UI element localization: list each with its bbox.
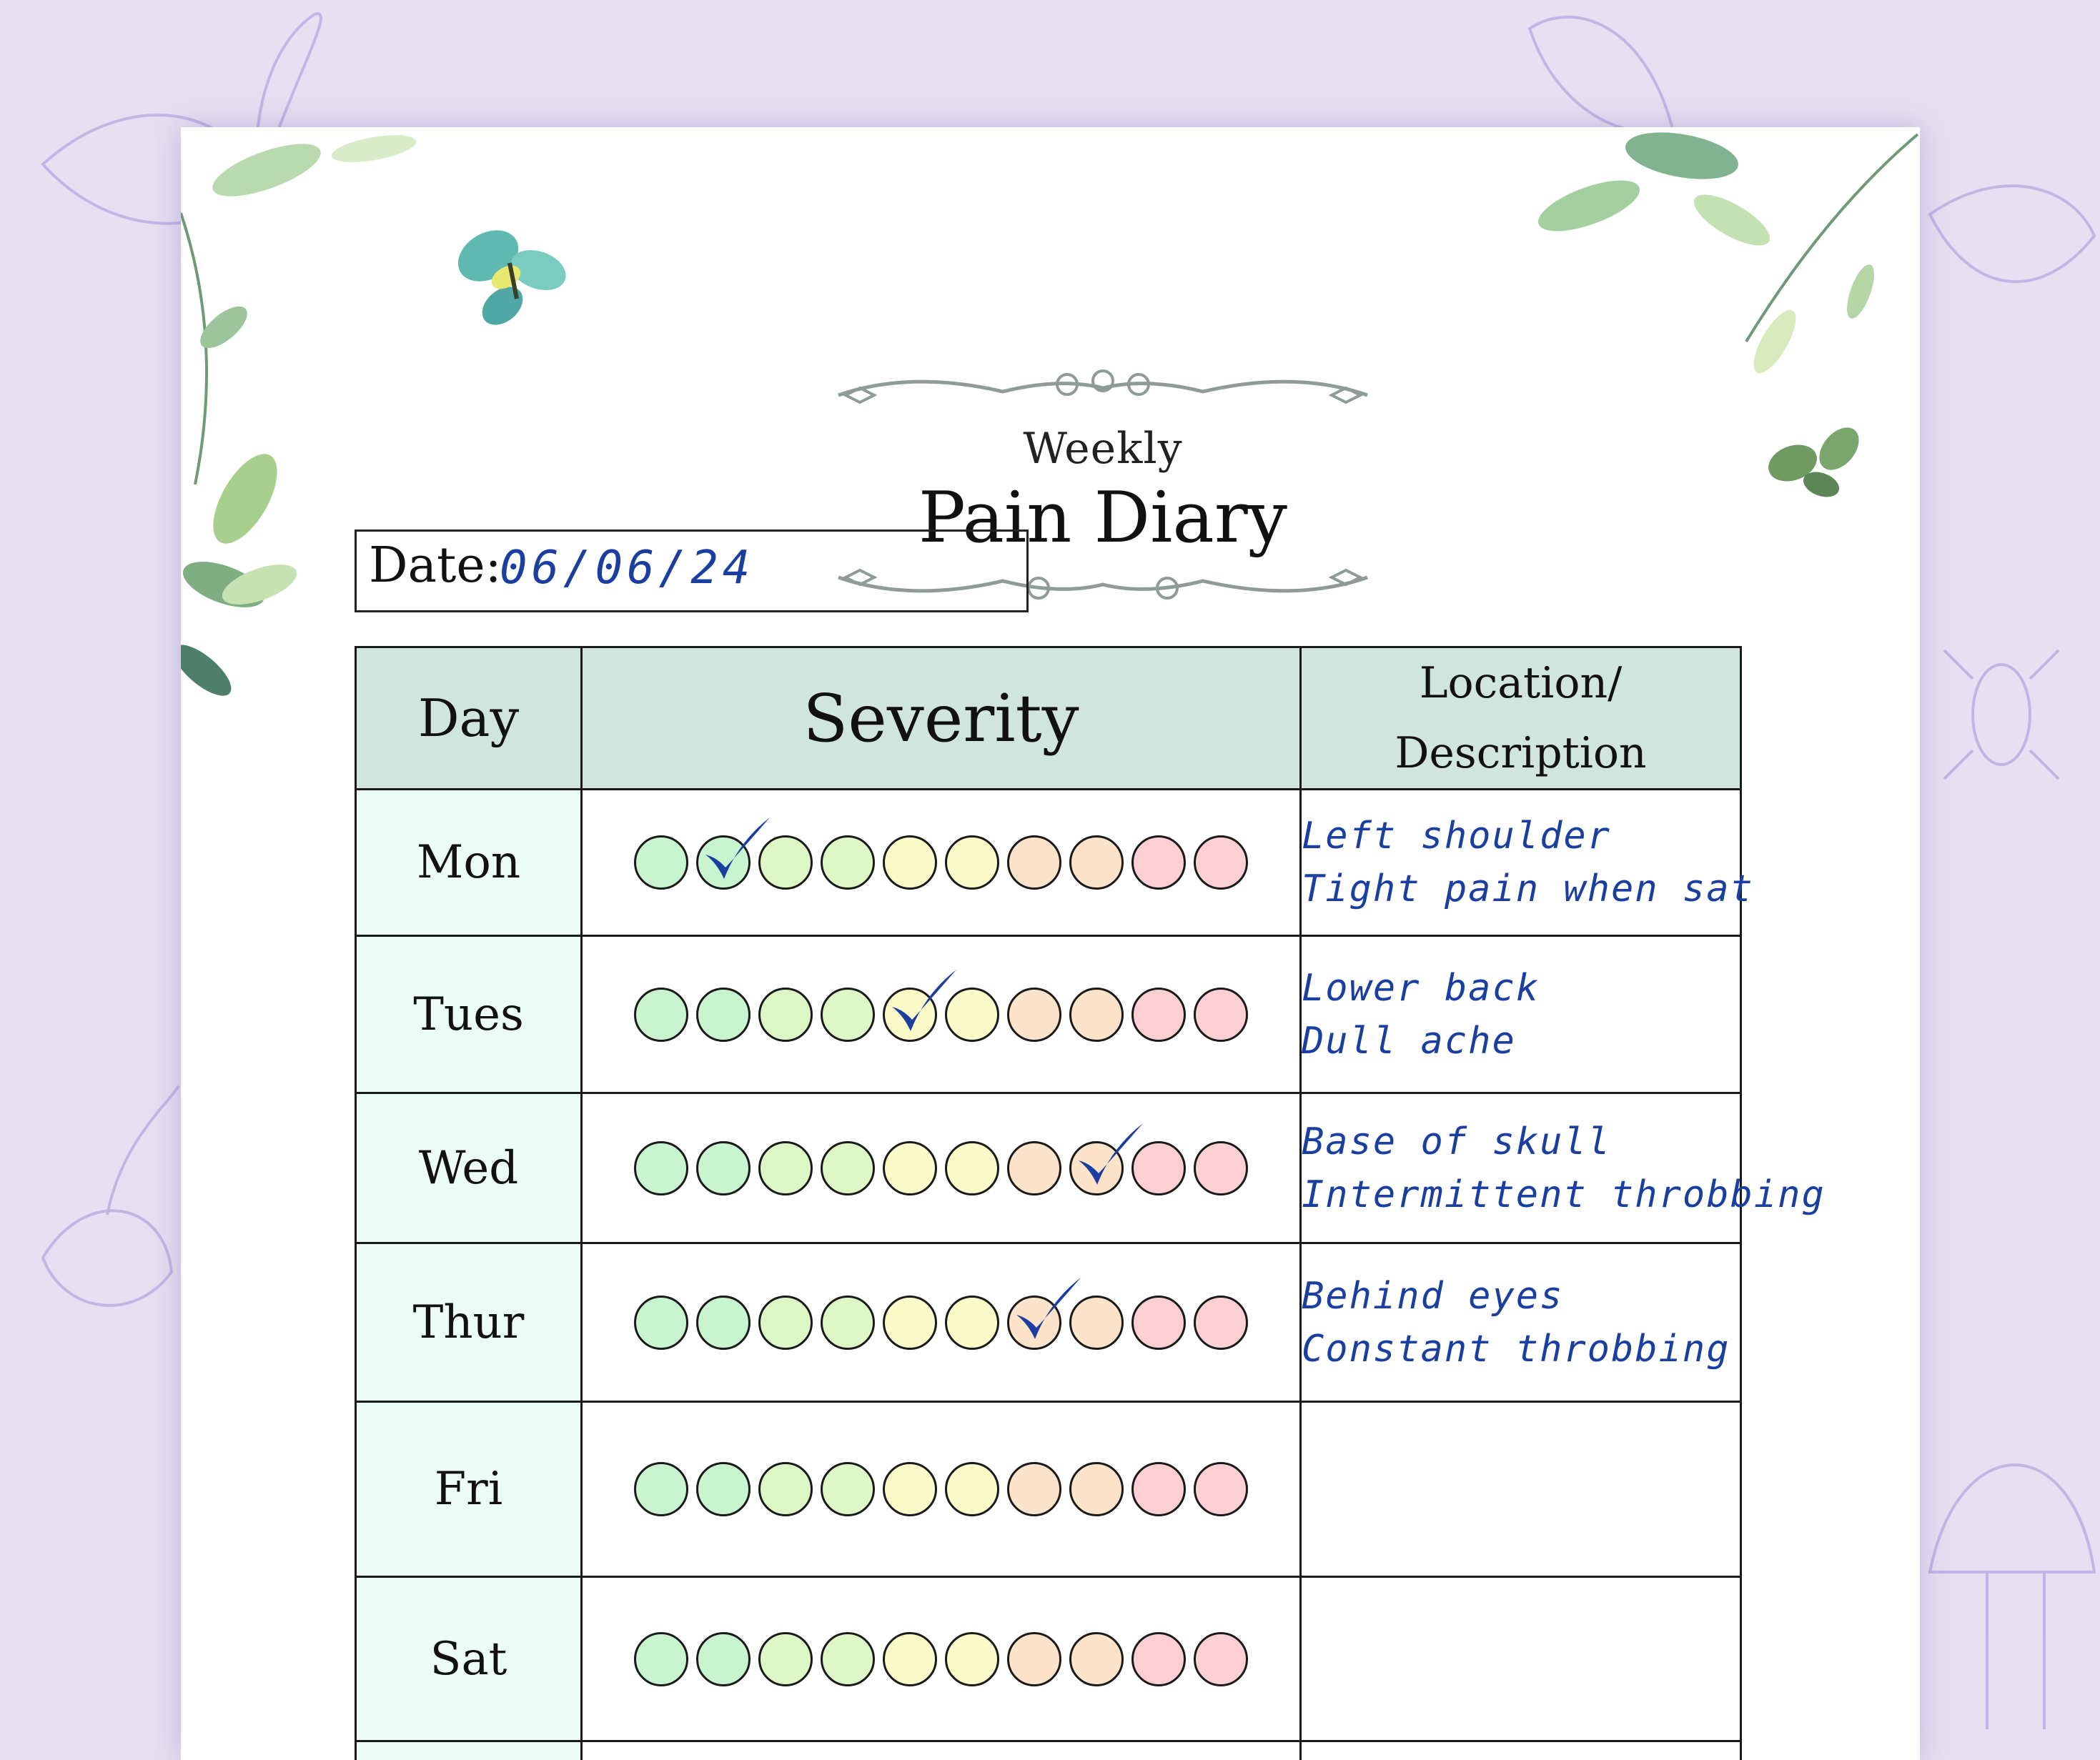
header-severity: Severity — [582, 647, 1301, 790]
severity-dot-1[interactable] — [634, 1632, 688, 1686]
severity-dot-10[interactable] — [1194, 988, 1248, 1042]
severity-dot-6[interactable] — [945, 1462, 999, 1516]
location-line2: Tight pain when sat — [1302, 867, 1754, 910]
severity-scale — [583, 1296, 1299, 1350]
severity-dot-5[interactable] — [883, 988, 937, 1042]
severity-dot-6[interactable] — [945, 1141, 999, 1195]
severity-dot-10[interactable] — [1194, 1462, 1248, 1516]
table-row — [356, 1577, 1741, 1741]
leaf-cluster-left — [181, 130, 418, 705]
severity-cell — [582, 1093, 1301, 1243]
severity-dot-8[interactable] — [1069, 1141, 1124, 1195]
severity-dot-6[interactable] — [945, 988, 999, 1042]
severity-dot-4[interactable] — [821, 1462, 875, 1516]
severity-cell — [582, 1741, 1301, 1760]
table-row — [356, 1741, 1741, 1760]
severity-scale — [583, 835, 1299, 890]
header-day: Day — [356, 647, 582, 790]
severity-dot-9[interactable] — [1131, 1296, 1186, 1350]
severity-dot-8[interactable] — [1069, 835, 1124, 890]
severity-dot-10[interactable] — [1194, 1141, 1248, 1195]
table-header-row — [356, 647, 1741, 790]
severity-dot-1[interactable] — [634, 1296, 688, 1350]
severity-scale — [583, 1462, 1299, 1516]
table-row — [356, 936, 1741, 1093]
severity-cell — [582, 1402, 1301, 1577]
table-row — [356, 790, 1741, 936]
severity-dot-9[interactable] — [1131, 835, 1186, 890]
severity-dot-2[interactable] — [696, 988, 751, 1042]
table-row — [356, 1243, 1741, 1402]
day-cell: Wed — [356, 1093, 582, 1243]
severity-cell — [582, 1243, 1301, 1402]
severity-cell — [582, 936, 1301, 1093]
severity-dot-3[interactable] — [758, 1632, 813, 1686]
date-field[interactable] — [355, 530, 1029, 612]
severity-dot-3[interactable] — [758, 1141, 813, 1195]
severity-dot-4[interactable] — [821, 1632, 875, 1686]
location-line1: Lower back — [1302, 966, 1540, 1010]
severity-dot-4[interactable] — [821, 1141, 875, 1195]
severity-dot-3[interactable] — [758, 988, 813, 1042]
location-cell[interactable] — [1301, 1577, 1741, 1741]
location-cell[interactable] — [1301, 1093, 1826, 1243]
severity-dot-2[interactable] — [696, 1632, 751, 1686]
diary-page — [181, 127, 1920, 1760]
title-pain-diary: Pain Diary — [918, 477, 1288, 559]
severity-dot-7[interactable] — [1007, 1296, 1061, 1350]
severity-dot-6[interactable] — [945, 835, 999, 890]
severity-dot-6[interactable] — [945, 1296, 999, 1350]
severity-dot-8[interactable] — [1069, 1462, 1124, 1516]
day-cell: Sat — [356, 1577, 582, 1741]
severity-scale — [583, 988, 1299, 1042]
severity-dot-3[interactable] — [758, 1296, 813, 1350]
severity-dot-10[interactable] — [1194, 1632, 1248, 1686]
day-cell: Tues — [356, 936, 582, 1093]
severity-dot-7[interactable] — [1007, 988, 1061, 1042]
severity-dot-5[interactable] — [883, 1141, 937, 1195]
severity-dot-5[interactable] — [883, 1632, 937, 1686]
pain-diary-table — [355, 646, 1826, 1760]
severity-dot-10[interactable] — [1194, 1296, 1248, 1350]
severity-dot-2[interactable] — [696, 1141, 751, 1195]
severity-dot-8[interactable] — [1069, 1632, 1124, 1686]
severity-dot-6[interactable] — [945, 1632, 999, 1686]
day-cell: Mon — [356, 790, 582, 936]
severity-dot-3[interactable] — [758, 835, 813, 890]
table-row — [356, 1402, 1741, 1577]
date-label: Date: — [369, 537, 502, 594]
header-location-line2: Description — [1395, 728, 1647, 778]
location-line1: Behind eyes — [1302, 1274, 1564, 1318]
header-location — [1301, 647, 1741, 790]
flourish-top-icon — [824, 363, 1382, 413]
severity-dot-7[interactable] — [1007, 835, 1061, 890]
location-cell[interactable] — [1301, 1741, 1741, 1760]
butterfly-icon — [449, 220, 571, 333]
location-cell[interactable] — [1301, 1402, 1741, 1577]
butterfly-small-icon — [1763, 420, 1867, 502]
location-line1: Base of skull — [1302, 1120, 1611, 1163]
mushroom-illustration — [1930, 1465, 2094, 1729]
severity-dot-9[interactable] — [1131, 1632, 1186, 1686]
location-cell[interactable] — [1301, 1243, 1741, 1402]
header-location-line1: Location/ — [1419, 658, 1623, 708]
location-cell[interactable] — [1301, 936, 1741, 1093]
severity-dot-9[interactable] — [1131, 1141, 1186, 1195]
severity-scale — [583, 1632, 1299, 1686]
day-cell — [356, 1741, 582, 1760]
severity-dot-9[interactable] — [1131, 988, 1186, 1042]
severity-dot-1[interactable] — [634, 1462, 688, 1516]
severity-dot-4[interactable] — [821, 1296, 875, 1350]
severity-cell — [582, 1577, 1301, 1741]
date-value: 06/06/24 — [500, 542, 755, 595]
severity-dot-2[interactable] — [696, 1296, 751, 1350]
location-cell[interactable] — [1301, 790, 1754, 936]
severity-dot-7[interactable] — [1007, 1462, 1061, 1516]
leaf-cluster-right — [1532, 127, 1918, 379]
location-line2: Constant throbbing — [1302, 1327, 1730, 1371]
severity-dot-4[interactable] — [821, 835, 875, 890]
day-cell: Thur — [356, 1243, 582, 1402]
severity-dot-1[interactable] — [634, 835, 688, 890]
beetle-illustration — [1944, 650, 2059, 779]
severity-dot-5[interactable] — [883, 1462, 937, 1516]
severity-dot-10[interactable] — [1194, 835, 1248, 890]
severity-dot-5[interactable] — [883, 1296, 937, 1350]
severity-dot-1[interactable] — [634, 988, 688, 1042]
severity-dot-8[interactable] — [1069, 988, 1124, 1042]
location-line1: Left shoulder — [1302, 815, 1611, 857]
severity-dot-1[interactable] — [634, 1141, 688, 1195]
location-line2: Dull ache — [1302, 1019, 1516, 1063]
location-line2: Intermittent throbbing — [1302, 1173, 1826, 1216]
flower-illustration — [43, 1086, 179, 1306]
title-weekly: Weekly — [1023, 424, 1183, 474]
table-row — [356, 1093, 1741, 1243]
severity-scale — [583, 1141, 1299, 1195]
day-cell: Fri — [356, 1402, 582, 1577]
severity-dot-5[interactable] — [883, 835, 937, 890]
severity-dot-2[interactable] — [696, 1462, 751, 1516]
table-body — [356, 790, 1826, 1760]
severity-dot-3[interactable] — [758, 1462, 813, 1516]
severity-cell — [582, 790, 1301, 936]
severity-dot-8[interactable] — [1069, 1296, 1124, 1350]
severity-dot-9[interactable] — [1131, 1462, 1186, 1516]
severity-dot-7[interactable] — [1007, 1141, 1061, 1195]
severity-dot-2[interactable] — [696, 835, 751, 890]
severity-dot-7[interactable] — [1007, 1632, 1061, 1686]
severity-dot-4[interactable] — [821, 988, 875, 1042]
